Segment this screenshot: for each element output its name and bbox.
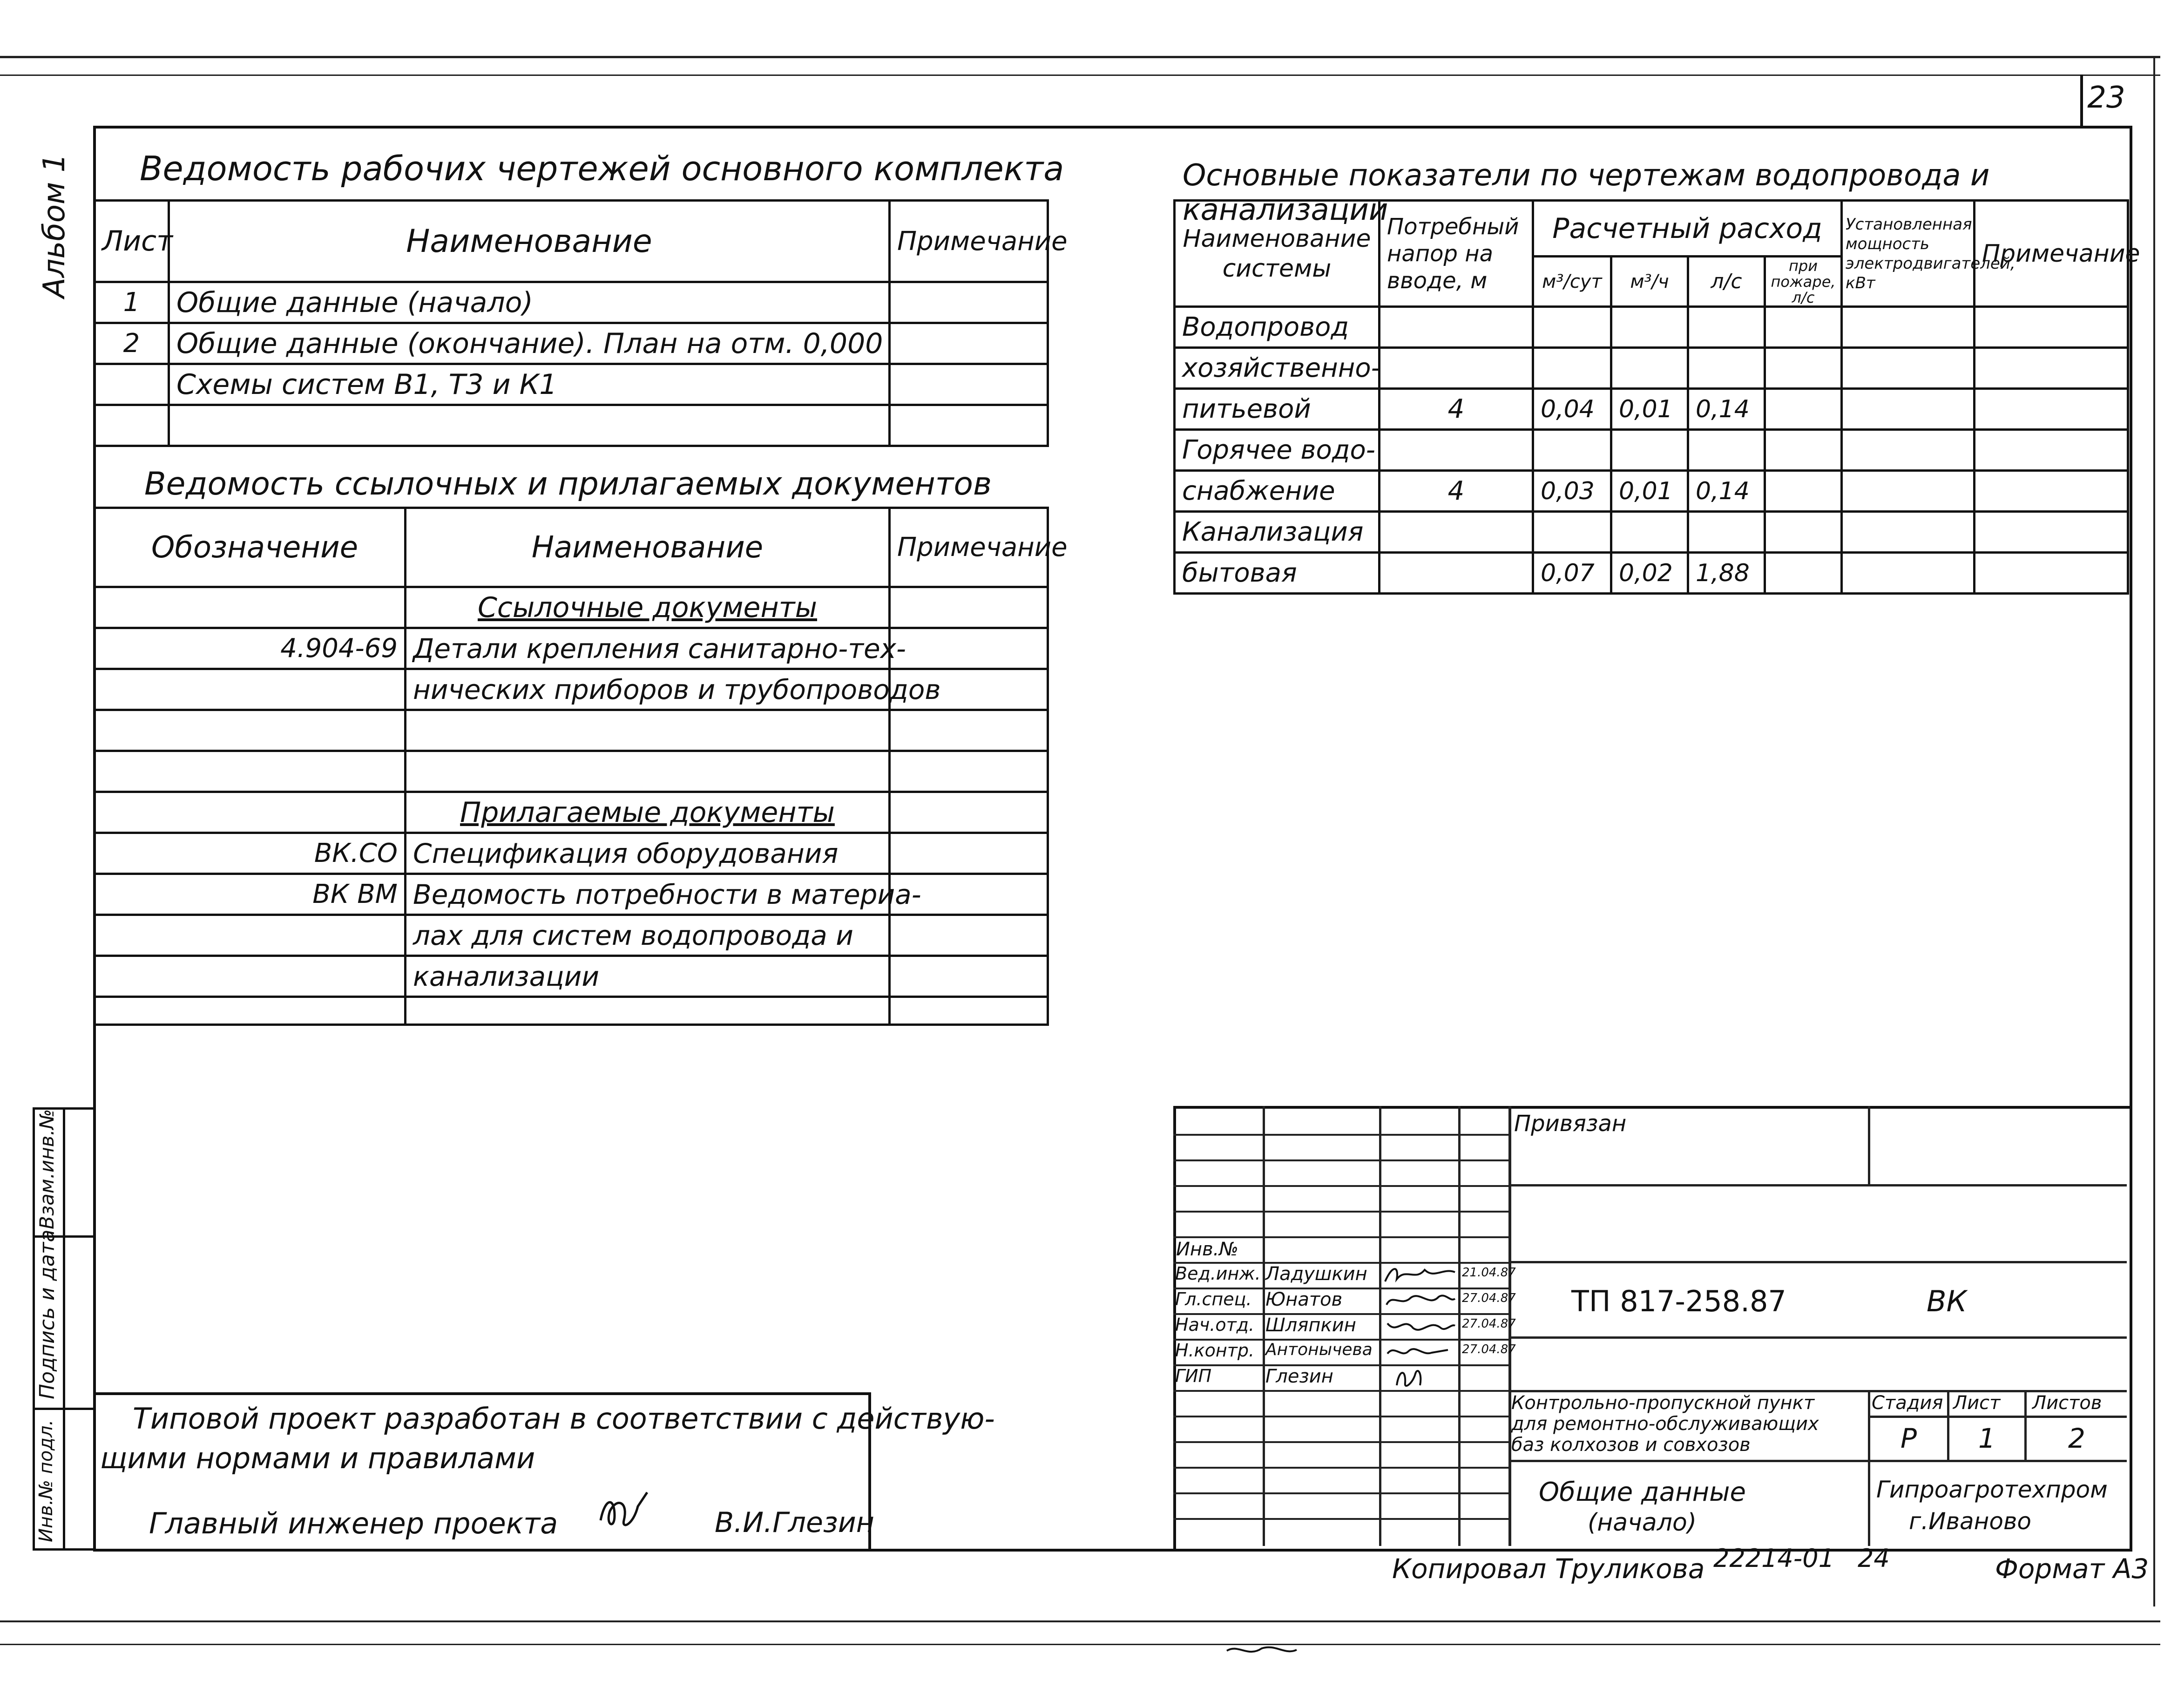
page-number-box	[2080, 75, 2130, 129]
table-row-code	[95, 669, 406, 710]
signer-name: Глезин	[1265, 1366, 1333, 1387]
table-row-note	[890, 364, 1048, 405]
tb-org-1: Гипроагротехпром	[1876, 1476, 2108, 1503]
drawings-list-table	[93, 199, 1068, 447]
tb-org-2: г.Иваново	[1909, 1508, 2032, 1535]
signer-role: Вед.инж.	[1175, 1263, 1261, 1284]
tb-row-line	[1173, 1416, 1508, 1417]
table-row-name: Ссылочные документы	[406, 587, 890, 628]
table-row-ls	[1688, 430, 1765, 471]
signer-date: 27.04.87	[1462, 1342, 1516, 1356]
header-note: Примечание	[890, 508, 1048, 587]
tb-stage-divider	[1868, 1390, 1870, 1546]
header-note: Примечание	[890, 201, 1048, 282]
header-power: Установленная мощность электродвигателей, кВт	[1842, 201, 1975, 307]
signature-yunatov	[1383, 1288, 1457, 1312]
album-label: Альбом 1	[37, 153, 72, 298]
table-row-name: Общие данные (окончание). План на отм. 0,000	[169, 323, 890, 364]
tb-row-line	[1173, 1364, 1508, 1366]
statement-line-2: щими нормами и правилами	[100, 1441, 535, 1475]
header-name: Наименование	[406, 508, 890, 587]
tb-row-line	[1173, 1211, 1508, 1213]
header-system: Наименование системы	[1175, 201, 1380, 307]
table-row-name: Схемы систем В1, Т3 и К1	[169, 364, 890, 405]
table-row-fire	[1765, 348, 1842, 389]
tb-sheets-value: 2	[2068, 1423, 2085, 1454]
table-row-code	[95, 997, 406, 1025]
table-row-code	[95, 915, 406, 956]
right-edge-line	[2153, 56, 2155, 1606]
tb-attached: Привязан	[1514, 1111, 1627, 1137]
table-row-m3d	[1533, 307, 1611, 348]
header-code: Обозначение	[95, 508, 406, 587]
signer-role: Н.контр.	[1175, 1340, 1255, 1361]
table-row-name: Ведомость потребности в материа-	[406, 874, 890, 915]
table-row-note	[1975, 430, 2128, 471]
table-row-sheet: 1	[95, 282, 169, 323]
table-row-pressure	[1380, 348, 1533, 389]
tb-col-line	[1263, 1106, 1265, 1546]
table-row-name: лах для систем водопровода и	[406, 915, 890, 956]
table-row-m3d	[1533, 512, 1611, 553]
bottom-mark	[1224, 1641, 1299, 1660]
tb-right-line	[1508, 1460, 2127, 1462]
table-row-note	[890, 956, 1048, 997]
table-row-note	[1975, 512, 2128, 553]
header-flow: Расчетный расход	[1533, 201, 1842, 257]
table-row-power	[1842, 553, 1975, 594]
tb-col-line	[1379, 1106, 1381, 1546]
tb-right-line	[1508, 1184, 2127, 1186]
table-row-name: Общие данные (начало)	[169, 282, 890, 323]
header-name: Наименование	[169, 201, 890, 282]
table-row-m3h: 0,02	[1611, 553, 1688, 594]
table-row-note	[890, 915, 1048, 956]
tb-stage-value: Р	[1900, 1423, 1917, 1454]
side-stamp-sign-date: Подпись и дата	[35, 1229, 59, 1399]
bottom-edge-line-2	[0, 1644, 2160, 1645]
table-row-m3h	[1611, 348, 1688, 389]
table-row-fire	[1765, 512, 1842, 553]
tb-doc-name-2: (начало)	[1588, 1509, 1697, 1537]
table-row-code	[95, 956, 406, 997]
table-row-note	[890, 282, 1048, 323]
table-row-pressure	[1380, 307, 1533, 348]
table-row-pressure: 4	[1380, 389, 1533, 430]
table-row-m3d: 0,04	[1533, 389, 1611, 430]
tb-attached-divider	[1868, 1106, 1870, 1185]
table-row-ls	[1688, 512, 1765, 553]
tb-row-line	[1173, 1134, 1508, 1136]
table-row-system: Канализация	[1175, 512, 1380, 553]
table-row-name: Спецификация оборудования	[406, 833, 890, 874]
table-row-sheet	[95, 405, 169, 446]
table-row-note	[890, 628, 1048, 669]
table-row-code: ВК.СО	[95, 833, 406, 874]
tb-object-line-3: баз колхозов и совхозов	[1511, 1434, 1751, 1456]
table-row-ls	[1688, 348, 1765, 389]
table-row-note	[890, 751, 1048, 792]
table-row-note	[890, 997, 1048, 1025]
tb-inv-label: Инв.№	[1176, 1239, 1260, 1260]
table-row-code	[95, 751, 406, 792]
signer-role: Гл.спец.	[1175, 1289, 1252, 1309]
statement-name: В.И.Глезин	[715, 1506, 875, 1539]
table-row-power	[1842, 389, 1975, 430]
header-unit-fire: при пожаре, л/с	[1765, 257, 1842, 307]
table-row-note	[890, 323, 1048, 364]
signer-role: ГИП	[1175, 1366, 1212, 1386]
signer-date: 27.04.87	[1462, 1317, 1516, 1331]
footer-format: Формат А3	[1995, 1553, 2149, 1585]
docs-list-table	[93, 507, 1068, 1026]
tb-stage-label: Стадия	[1872, 1392, 1943, 1414]
table-row-system: Горячее водо-	[1175, 430, 1380, 471]
table-row-m3d	[1533, 348, 1611, 389]
signature-ladushkin	[1383, 1263, 1457, 1286]
tb-sheets-label: Листов	[2032, 1392, 2102, 1414]
table-row-ls	[1688, 307, 1765, 348]
tb-stage-line	[1868, 1416, 2127, 1418]
table-row-fire	[1765, 471, 1842, 512]
table-row-note	[890, 587, 1048, 628]
table-row-m3d: 0,03	[1533, 471, 1611, 512]
footer-copied: Копировал Труликова	[1392, 1553, 1705, 1585]
table-row-sheet: 2	[95, 323, 169, 364]
table-row-m3h	[1611, 430, 1688, 471]
docs-list-title: Ведомость ссылочных и прилагаемых документов	[144, 466, 992, 502]
table-row-m3h	[1611, 512, 1688, 553]
signer-date: 21.04.87	[1462, 1266, 1516, 1280]
top-edge-line-2	[0, 75, 2160, 76]
tb-doc-name-1: Общие данные	[1539, 1477, 1746, 1507]
signer-role: Нач.отд.	[1175, 1315, 1255, 1335]
table-row-m3h	[1611, 307, 1688, 348]
table-row-name	[169, 405, 890, 446]
side-stamp-replacement: Взам.инв.№	[35, 1109, 58, 1229]
table-row-name: канализации	[406, 956, 890, 997]
tb-sheet-value: 1	[1978, 1423, 1995, 1454]
tb-row-line	[1173, 1441, 1508, 1443]
table-row-ls: 0,14	[1688, 471, 1765, 512]
table-row-note	[1975, 553, 2128, 594]
footer-page: 24	[1858, 1544, 1890, 1573]
signer-name: Юнатов	[1265, 1289, 1343, 1310]
tb-mark: ВК	[1927, 1284, 1967, 1318]
footer-number: 22214-01	[1713, 1544, 1834, 1573]
table-row-m3d: 0,07	[1533, 553, 1611, 594]
table-row-ls: 1,88	[1688, 553, 1765, 594]
table-row-name	[406, 710, 890, 751]
table-row-power	[1842, 512, 1975, 553]
tb-right-line	[1508, 1261, 2127, 1263]
signer-name: Антонычева	[1265, 1340, 1373, 1359]
table-row-note	[890, 710, 1048, 751]
table-row-system: питьевой	[1175, 389, 1380, 430]
table-row-system: бытовая	[1175, 553, 1380, 594]
table-row-name: нических приборов и трубопроводов	[406, 669, 890, 710]
signer-date: 27.04.87	[1462, 1291, 1516, 1305]
header-unit-m3h: м³/ч	[1611, 257, 1688, 307]
side-stamp-divider	[63, 1110, 65, 1548]
table-row-power	[1842, 471, 1975, 512]
header-sheet: Лист	[95, 201, 169, 282]
signer-name: Шляпкин	[1265, 1315, 1356, 1336]
tb-row-line	[1173, 1492, 1508, 1494]
table-row-fire	[1765, 389, 1842, 430]
table-row-name	[406, 751, 890, 792]
indicators-table	[1173, 199, 2140, 595]
table-row-fire	[1765, 307, 1842, 348]
top-edge-line	[0, 56, 2160, 58]
tb-right-line	[1508, 1336, 2127, 1339]
table-row-power	[1842, 307, 1975, 348]
table-row-code: 4.904-69	[95, 628, 406, 669]
table-row-fire	[1765, 553, 1842, 594]
table-row-power	[1842, 430, 1975, 471]
table-row-code: ВК ВМ	[95, 874, 406, 915]
tb-row-line	[1173, 1159, 1508, 1161]
tb-object-line-1: Контрольно-пропускной пункт	[1511, 1392, 1815, 1414]
signer-name: Ладушкин	[1265, 1263, 1367, 1285]
table-row-name: Детали крепления санитарно-тех-	[406, 628, 890, 669]
tb-row-line	[1173, 1467, 1508, 1469]
tb-row-line	[1173, 1518, 1508, 1520]
signature-shlyapkin	[1383, 1314, 1457, 1337]
tb-row-line	[1173, 1236, 1508, 1238]
side-stamp-divider	[35, 1408, 95, 1410]
table-row-name: Прилагаемые документы	[406, 792, 890, 833]
table-row-system: Водопровод	[1175, 307, 1380, 348]
table-row-m3d	[1533, 430, 1611, 471]
table-row-pressure	[1380, 553, 1533, 594]
header-unit-m3d: м³/сут	[1533, 257, 1611, 307]
table-row-note	[1975, 307, 2128, 348]
statement-line-1: Типовой проект разработан в соответствии с действую-	[133, 1402, 995, 1436]
table-row-m3h: 0,01	[1611, 471, 1688, 512]
table-row-system: хозяйственно-	[1175, 348, 1380, 389]
tb-object-line-2: для ремонтно-обслуживающих	[1511, 1413, 1819, 1435]
table-row-m3h: 0,01	[1611, 389, 1688, 430]
table-row-code	[95, 792, 406, 833]
tb-row-line	[1173, 1185, 1508, 1187]
bottom-edge-line	[0, 1620, 2160, 1622]
table-row-sheet	[95, 364, 169, 405]
table-row-fire	[1765, 430, 1842, 471]
table-row-pressure: 4	[1380, 471, 1533, 512]
side-stamp-inv: Инв.№ подл.	[35, 1419, 57, 1542]
page-number: 23	[2087, 81, 2125, 115]
drawings-list-title: Ведомость рабочих чертежей основного комплекта	[140, 149, 1064, 188]
table-row-ls: 0,14	[1688, 389, 1765, 430]
tb-row-line	[1173, 1390, 1508, 1392]
tb-project-code: ТП 817-258.87	[1571, 1284, 1786, 1318]
signature-antonycheva	[1383, 1340, 1457, 1363]
tb-col-line	[1458, 1106, 1461, 1546]
table-row-note	[1975, 348, 2128, 389]
table-row-name	[406, 997, 890, 1025]
header-pressure: Потребный напор на вводе, м	[1380, 201, 1533, 307]
table-row-note	[1975, 389, 2128, 430]
table-row-system: снабжение	[1175, 471, 1380, 512]
table-row-note	[890, 833, 1048, 874]
chief-engineer-signature	[596, 1488, 661, 1534]
signature-glezin	[1392, 1364, 1429, 1390]
table-row-pressure	[1380, 512, 1533, 553]
table-row-note	[1975, 471, 2128, 512]
statement-role: Главный инженер проекта	[149, 1506, 558, 1540]
table-row-pressure	[1380, 430, 1533, 471]
header-unit-ls: л/с	[1688, 257, 1765, 307]
tb-sheet-label: Лист	[1953, 1392, 2001, 1414]
table-row-power	[1842, 348, 1975, 389]
table-row-note	[890, 792, 1048, 833]
table-row-note	[890, 405, 1048, 446]
table-row-code	[95, 587, 406, 628]
indicators-title: Основные показатели по чертежам водопровода и канализации	[1183, 158, 1990, 227]
table-row-code	[95, 710, 406, 751]
header-note: Примечание	[1975, 201, 2128, 307]
